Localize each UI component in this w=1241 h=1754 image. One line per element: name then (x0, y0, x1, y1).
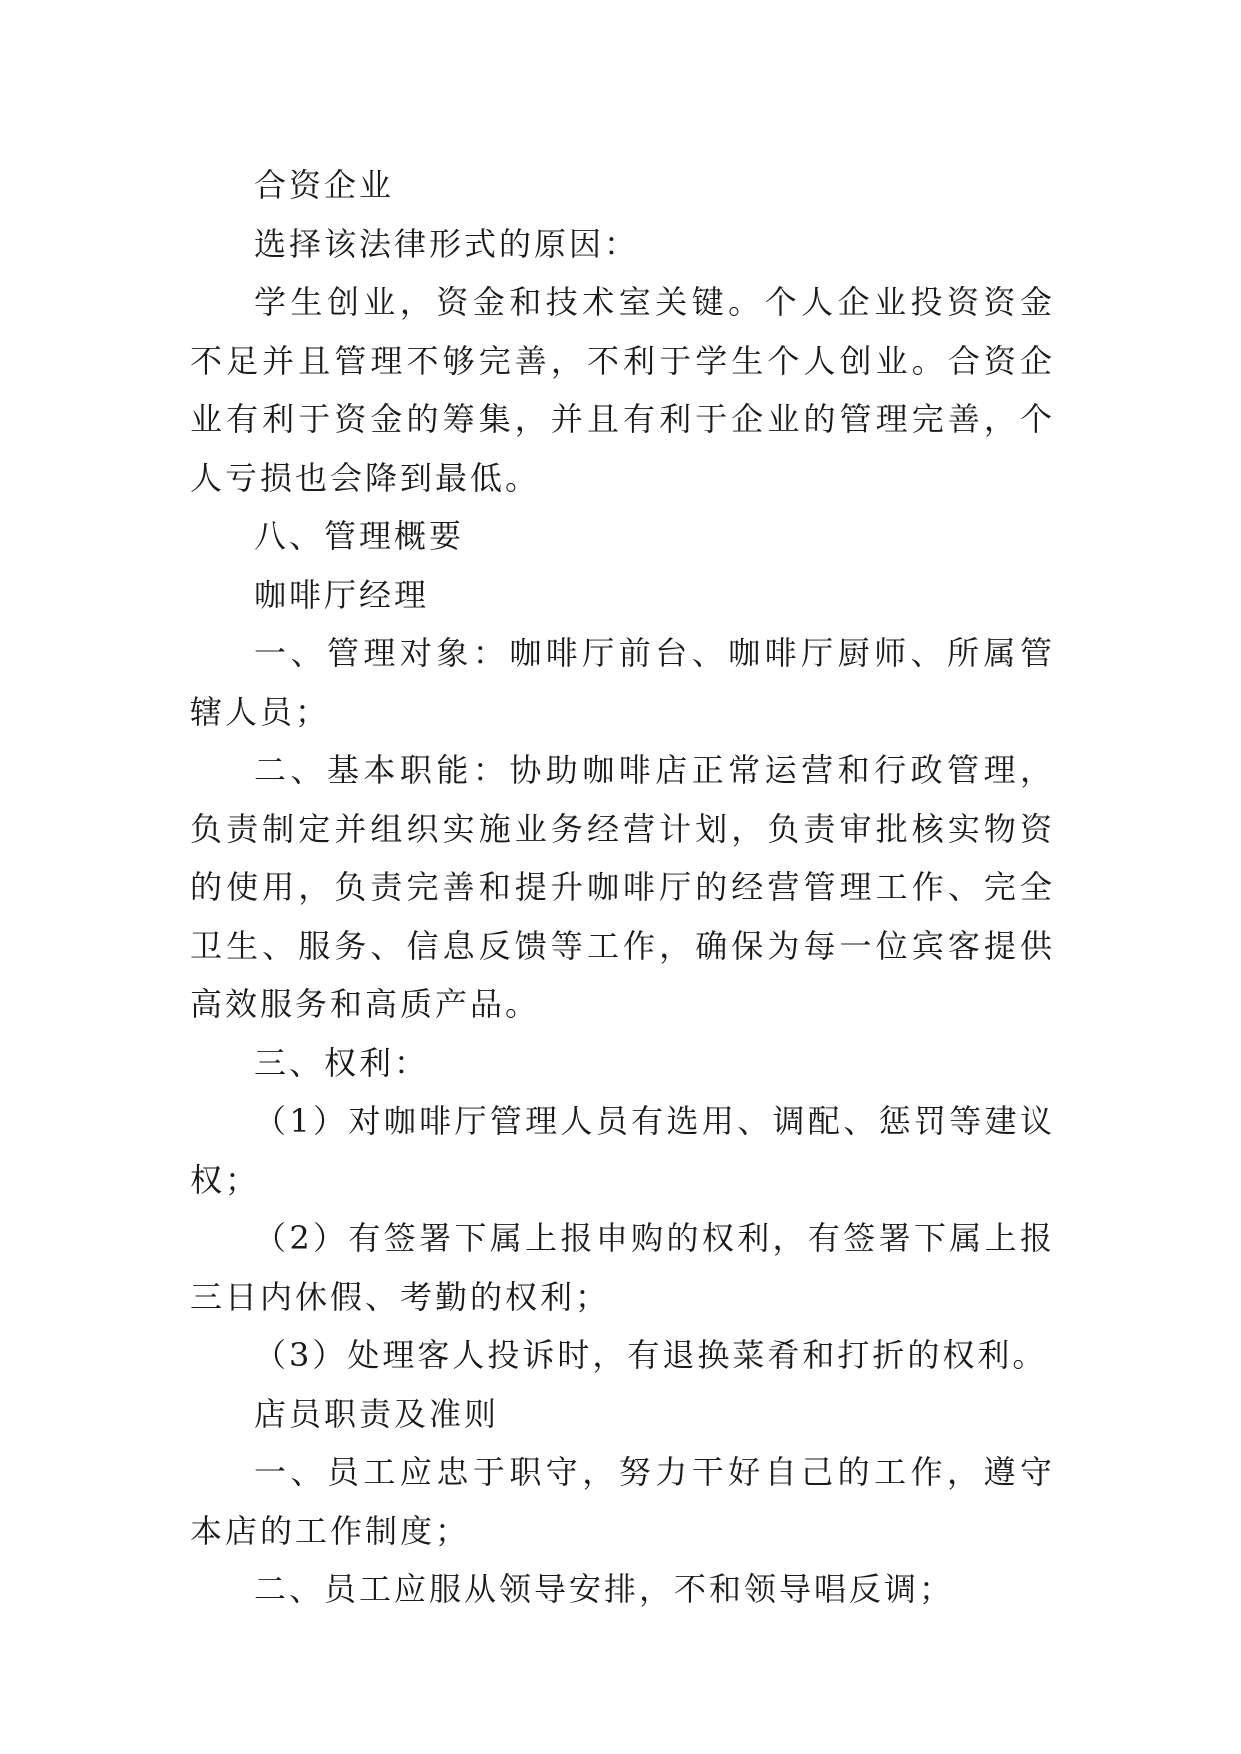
paragraph-basic-functions: 二、基本职能：协助咖啡店正常运营和行政管理，负责制定并组织实施业务经营计划，负责审批核实物资的使用，负责完善和提升咖啡厅的经营管理工作、完全卫生、服务、信息反馈等工作，确保为每一位宾客提供高效服务和高质产品。 (190, 751, 1055, 1023)
paragraph-right-2: （2）有签署下属上报申购的权利，有签署下属上报三日内休假、考勤的权利； (190, 1219, 1055, 1316)
paragraph-legal-form-reason: 学生创业，资金和技术室关键。个人企业投资资金不足并且管理不够完善，不利于学生个人创业。合资企业有利于资金的筹集，并且有利于企业的管理完善，个人亏损也会降到最低。 (190, 283, 1055, 497)
document-body (190, 156, 1055, 1619)
paragraph-rights-heading: 三、权利： (254, 1043, 430, 1082)
paragraph-company-type: 合资企业 (254, 166, 395, 204)
subheading-cafe-manager: 咖啡厅经理 (254, 575, 430, 614)
section-heading-management-overview: 八、管理概要 (254, 517, 465, 555)
paragraph-management-scope: 一、管理对象：咖啡厅前台、咖啡厅厨师、所属管辖人员； (190, 634, 1055, 731)
subheading-staff-duties: 店员职责及准则 (254, 1394, 500, 1433)
paragraph-right-1: （1）对咖啡厅管理人员有选用、调配、惩罚等建议权； (190, 1102, 1055, 1199)
paragraph-staff-duty-1: 一、员工应忠于职守，努力干好自己的工作，遵守本店的工作制度； (190, 1453, 1055, 1550)
paragraph-staff-duty-2: 二、员工应服从领导安排，不和领导唱反调； (254, 1570, 955, 1608)
paragraph-right-3: （3）处理客人投诉时，有退换菜肴和打折的权利。 (254, 1336, 1048, 1374)
paragraph-legal-form-reason-heading: 选择该法律形式的原因： (254, 224, 640, 263)
